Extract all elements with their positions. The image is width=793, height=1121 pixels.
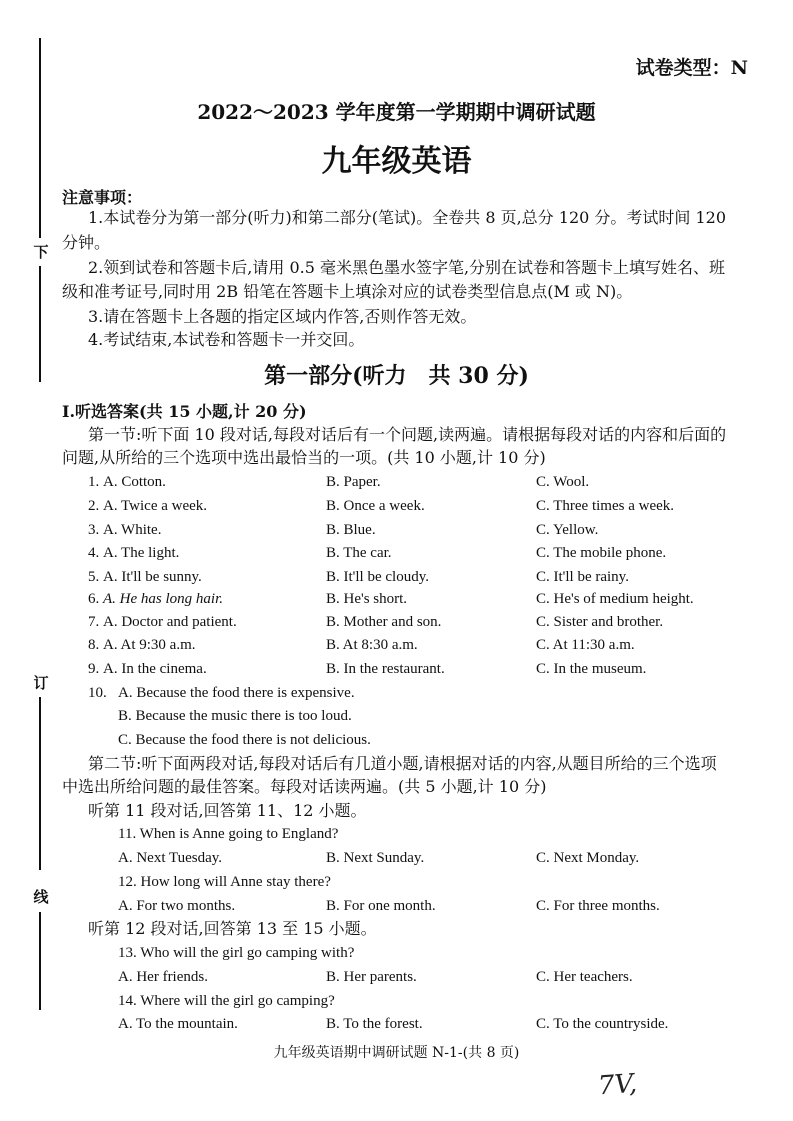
question-row — [0, 472, 793, 492]
note-line: 3.请在答题卡上各题的指定区域内作答,否则作答无效。 — [88, 307, 477, 326]
question-number: 4. — [88, 545, 100, 561]
question-row-continued — [0, 706, 793, 726]
question-row — [0, 543, 793, 563]
option-c: C. For three months. — [536, 898, 660, 914]
question-row — [0, 496, 793, 516]
option-b: B. To the forest. — [326, 1016, 423, 1032]
option-a: A. Twice a week. — [103, 498, 208, 514]
dialog-instruction: 听第 11 段对话,回答第 11、12 小题。 — [88, 801, 367, 820]
dialog-instruction: 听第 12 段对话,回答第 13 至 15 小题。 — [88, 919, 377, 938]
option-c: C. He's of medium height. — [536, 591, 694, 607]
page-footer: 九年级英语期中调研试题 N-1-(共 8 页) — [273, 1045, 520, 1061]
question-number: 2. — [88, 498, 100, 514]
question-number: 10. — [88, 685, 107, 701]
option-b: B. Blue. — [326, 522, 376, 538]
option-c: C. Wool. — [536, 474, 590, 490]
option-a: A. At 9:30 a.m. — [103, 637, 196, 653]
exam-title: 2022～2023 学年度第一学期期中调研试题 — [197, 100, 596, 124]
option-a: A. To the mountain. — [118, 1016, 238, 1032]
option-c: C. To the countryside. — [536, 1016, 669, 1032]
option-a: A. It'll be sunny. — [103, 569, 202, 585]
option-a: A. Doctor and patient. — [103, 614, 237, 630]
option-b: B. At 8:30 a.m. — [326, 637, 418, 653]
option-c: C. Next Monday. — [536, 850, 640, 866]
question-number: 9. — [88, 661, 100, 677]
options-row — [0, 896, 793, 916]
sub-section-instructions: 中选出所给问题的最佳答案。每段对话读两遍。(共 5 小题,计 10 分) — [62, 777, 547, 796]
option-b: B. The car. — [326, 545, 392, 561]
binding-mark-bottom: 线 — [33, 888, 49, 906]
sub-section-instructions: 第二节:听下面两段对话,每段对话后有几道小题,请根据对话的内容,从题目所给的三个选项 — [88, 754, 717, 773]
option-c: C. Because the food there is not delicious. — [118, 732, 371, 748]
option-b: B. Once a week. — [326, 498, 425, 514]
question-number: 5. — [88, 569, 100, 585]
option-a: A. For two months. — [118, 898, 236, 914]
options-row — [0, 1014, 793, 1034]
option-a: A. In the cinema. — [103, 661, 207, 677]
note-line: 分钟。 — [62, 233, 111, 252]
question-number: 7. — [88, 614, 100, 630]
option-c: C. Yellow. — [536, 522, 599, 538]
option-c: C. Her teachers. — [536, 969, 633, 985]
option-b: B. Because the music there is too loud. — [118, 708, 352, 724]
sub-section-instructions: 问题,从所给的三个选项中选出最恰当的一项。(共 10 小题,计 10 分) — [62, 448, 546, 467]
option-c: C. At 11:30 a.m. — [536, 637, 635, 653]
option-c: C. The mobile phone. — [536, 545, 667, 561]
subject-title: 九年级英语 — [321, 144, 472, 179]
option-a: A. The light. — [103, 545, 180, 561]
part-one-heading: 第一部分(听力 共 30 分) — [264, 363, 529, 389]
option-c: C. In the museum. — [536, 661, 647, 677]
option-b: B. It'll be cloudy. — [326, 569, 429, 585]
option-a: A. White. — [103, 522, 162, 538]
option-a: A. He has long hair. — [103, 591, 223, 607]
question-number: 1. — [88, 474, 100, 490]
options-row — [0, 967, 793, 987]
option-b: B. Next Sunday. — [326, 850, 425, 866]
binding-mark-middle: 订 — [33, 674, 49, 692]
sub-section-instructions: 第一节:听下面 10 段对话,每段对话后有一个问题,读两遍。请根据每段对话的内容和后面的 — [88, 425, 727, 444]
option-b: B. Her parents. — [326, 969, 417, 985]
question-row — [0, 612, 793, 632]
note-line: 4.考试结束,本试卷和答题卡一并交回。 — [88, 330, 365, 349]
question-row-continued — [0, 730, 793, 750]
question-text: 12. How long will Anne stay there? — [118, 874, 331, 890]
option-b: B. He's short. — [326, 591, 408, 607]
note-line: 1.本试卷分为第一部分(听力)和第二部分(笔试)。全卷共 8 页,总分 120 分。考试时间 120 — [88, 208, 727, 227]
option-b: B. In the restaurant. — [326, 661, 445, 677]
option-c: C. Three times a week. — [536, 498, 675, 514]
question-row — [0, 635, 793, 655]
option-a: A. Her friends. — [118, 969, 208, 985]
question-number: 6. — [88, 591, 100, 607]
option-c: C. It'll be rainy. — [536, 569, 629, 585]
option-b: B. Paper. — [326, 474, 381, 490]
question-row — [0, 659, 793, 679]
option-b: B. Mother and son. — [326, 614, 442, 630]
binding-mark-top: 下 — [33, 243, 49, 261]
option-c: C. Sister and brother. — [536, 614, 664, 630]
question-number: 3. — [88, 522, 100, 538]
question-row — [0, 567, 793, 587]
question-text: 11. When is Anne going to England? — [118, 826, 339, 842]
handwritten-mark: 7V, — [597, 1068, 639, 1102]
note-line: 级和准考证号,同时用 2B 铅笔在答题卡上填涂对应的试卷类型信息点(M 或 N)。 — [62, 282, 633, 301]
question-row — [0, 683, 793, 703]
option-a: A. Cotton. — [103, 474, 166, 490]
question-text: 14. Where will the girl go camping? — [118, 993, 335, 1009]
paper-type: 试卷类型：N — [635, 57, 748, 79]
notes-heading: 注意事项： — [62, 188, 143, 207]
question-row — [0, 520, 793, 540]
options-row — [0, 848, 793, 868]
section-title: Ⅰ.听选答案(共 15 小题,计 20 分) — [62, 402, 307, 421]
option-a: A. Because the food there is expensive. — [118, 685, 355, 701]
question-row — [0, 589, 793, 609]
option-a: A. Next Tuesday. — [118, 850, 223, 866]
note-line: 2.领到试卷和答题卡后,请用 0.5 毫米黑色墨水签字笔,分别在试卷和答题卡上填写姓名、班 — [88, 258, 726, 277]
question-text: 13. Who will the girl go camping with? — [118, 945, 355, 961]
question-number: 8. — [88, 637, 100, 653]
option-b: B. For one month. — [326, 898, 436, 914]
